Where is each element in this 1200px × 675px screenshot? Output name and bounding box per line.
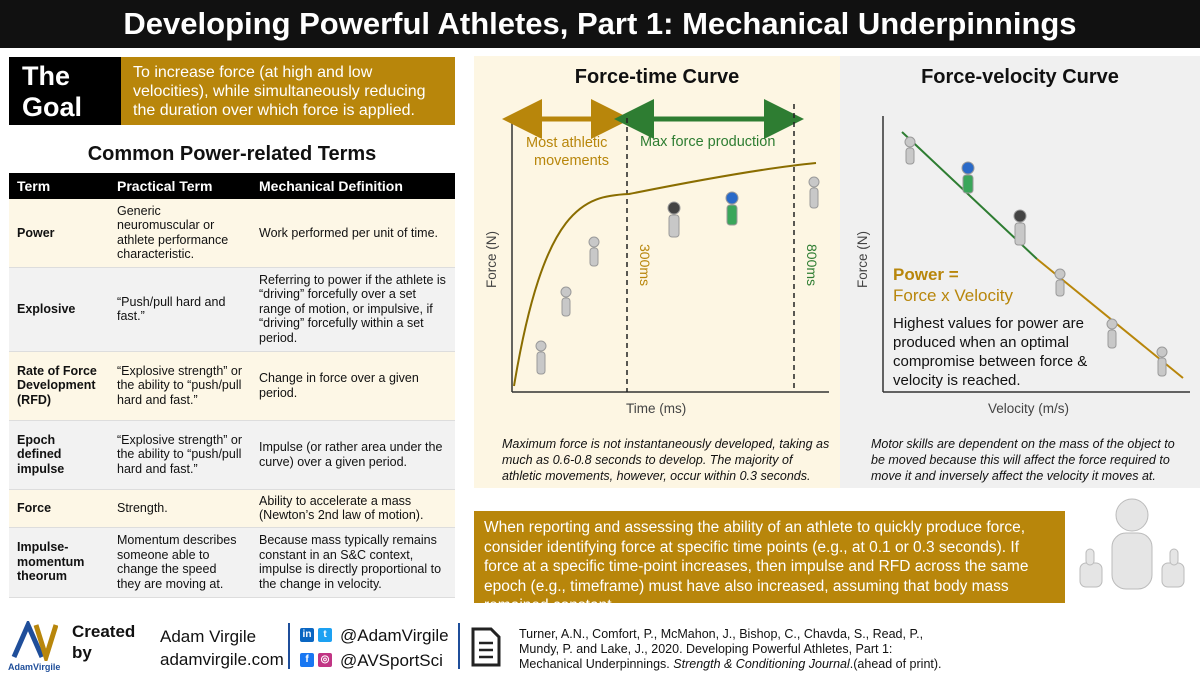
av-logo-icon [10,621,58,661]
force-time-caption: Maximum force is not instantaneously developed, taking as much as 0.6-0.8 seconds to develop. The majority of athletic movements, however, occur within 0.3 seconds. [502,437,830,483]
annotation-athletic: movements [534,153,609,169]
athlete-figures [536,177,819,374]
footer-divider [458,623,460,669]
linkedin-icon[interactable]: in [300,628,314,642]
goal-label-line2: Goal [22,92,83,122]
goal-text: To increase force (at high and low velocities), while simultaneously reducing the duration over which force is applied. [121,57,455,125]
table-row [9,199,455,267]
force-velocity-ylabel: Force (N) [855,231,870,288]
force-time-curve [514,163,816,386]
definition-cell: Change in force over a given period. [251,351,455,420]
table-row [9,267,455,351]
practical-cell: “Explosive strength” or the ability to “push/pull hard and fast.” [109,420,251,489]
thumbs-up-figure-icon [1072,495,1192,605]
document-icon [471,627,501,667]
force-velocity-xlabel: Velocity (m/s) [988,401,1070,416]
handle-primary[interactable]: @AdamVirgile [340,626,449,645]
author-name: Adam Virgile [160,627,257,646]
header-definition: Mechanical Definition [251,173,455,199]
citation-end: .(ahead of print). [849,657,942,671]
label-300ms: 300ms [637,244,653,287]
footer-divider [288,623,290,669]
goal-label-line1: The [22,61,71,91]
handle-secondary[interactable]: @AVSportSci [340,651,443,670]
citation-text: Turner, A.N., Comfort, P., McMahon, J., Bishop, C., Chavda, S., Read, P., Mundy, P. and Lake, J., 2020. Developing Powerful Athletes, Part 1: Mechanical Underpinnings. [519,627,924,671]
definition-cell: Referring to power if the athlete is “driving” forcefully over a set range of motion, or impulsive, if “driving” forcefully within a set period. [251,267,455,351]
power-formula: Force x Velocity [893,286,1013,305]
footer [0,615,1200,675]
term-cell: Explosive [9,267,109,351]
term-cell: Impulse-momentum theorum [9,527,109,597]
practical-cell: “Push/pull hard and fast.” [109,267,251,351]
definition-cell: Ability to accelerate a mass (Newton’s 2nd law of motion). [251,489,455,527]
website-link[interactable]: adamvirgile.com [160,650,284,669]
force-time-title: Force-time Curve [574,66,740,88]
logo-text: AdamVirgile [8,662,61,672]
force-velocity-title: Force-velocity Curve [921,66,1119,88]
table-row [9,420,455,489]
header-term: Term [9,173,109,199]
power-label: Power = [893,265,959,284]
header-practical: Practical Term [109,173,251,199]
definition-cell: Because mass typically remains constant in an S&C context, impulse is directly proportional to the change in velocity. [251,527,455,597]
facebook-icon[interactable]: f [300,653,314,667]
definition-cell: Impulse (or rather area under the curve) over a given period. [251,420,455,489]
created-line1: Created [72,622,136,641]
term-cell: Epoch defined impulse [9,420,109,489]
force-time-graph [474,56,840,488]
terms-header-row [9,173,455,199]
table-row [9,489,455,527]
instagram-icon[interactable]: ◎ [318,653,332,667]
practical-cell: Strength. [109,489,251,527]
term-cell: Rate of Force Development (RFD) [9,351,109,420]
annotation-athletic-line1: Most athletic [526,135,608,151]
practical-cell: “Explosive strength” or the ability to “push/pull hard and fast.” [109,351,251,420]
power-note: Highest values for power are produced when an optimal compromise between force & velocity is reached. [893,315,1088,389]
created-line2: by [72,643,92,662]
term-cell: Force [9,489,109,527]
terms-title: Common Power-related Terms [87,143,377,165]
tip-box: When reporting and assessing the ability of an athlete to quickly produce force, consider identifying force at specific time points (e.g., at 0.1 or 0.3 seconds). If force at a specific time-point increases, then impulse and RFD across the same epoch (e.g., timeframe) must have also increased, assuming that body mass remained constant. [474,511,1065,603]
twitter-icon[interactable]: t [318,628,332,642]
terms-table [9,173,455,598]
practical-cell: Generic neuromuscular or athlete performance characteristic. [109,199,251,267]
label-800ms: 800ms [804,244,820,287]
force-time-xlabel: Time (ms) [626,401,687,416]
citation-journal: Strength & Conditioning Journal [673,657,850,671]
force-velocity-caption: Motor skills are dependent on the mass of the object to be moved because this will affect the force required to move it and inversely affect the velocity it moves at. [871,437,1175,483]
citation [519,627,949,672]
force-time-panel [474,56,840,488]
practical-cell: Momentum describes someone able to change the speed they are moving at. [109,527,251,597]
force-time-ylabel: Force (N) [484,231,499,288]
table-row [9,351,455,420]
page-title: Developing Powerful Athletes, Part 1: Mechanical Underpinnings [0,0,1200,48]
goal-label [9,57,121,125]
table-row [9,527,455,597]
annotation-max-force: Max force production [640,134,776,150]
term-cell: Power [9,199,109,267]
definition-cell: Work performed per unit of time. [251,199,455,267]
